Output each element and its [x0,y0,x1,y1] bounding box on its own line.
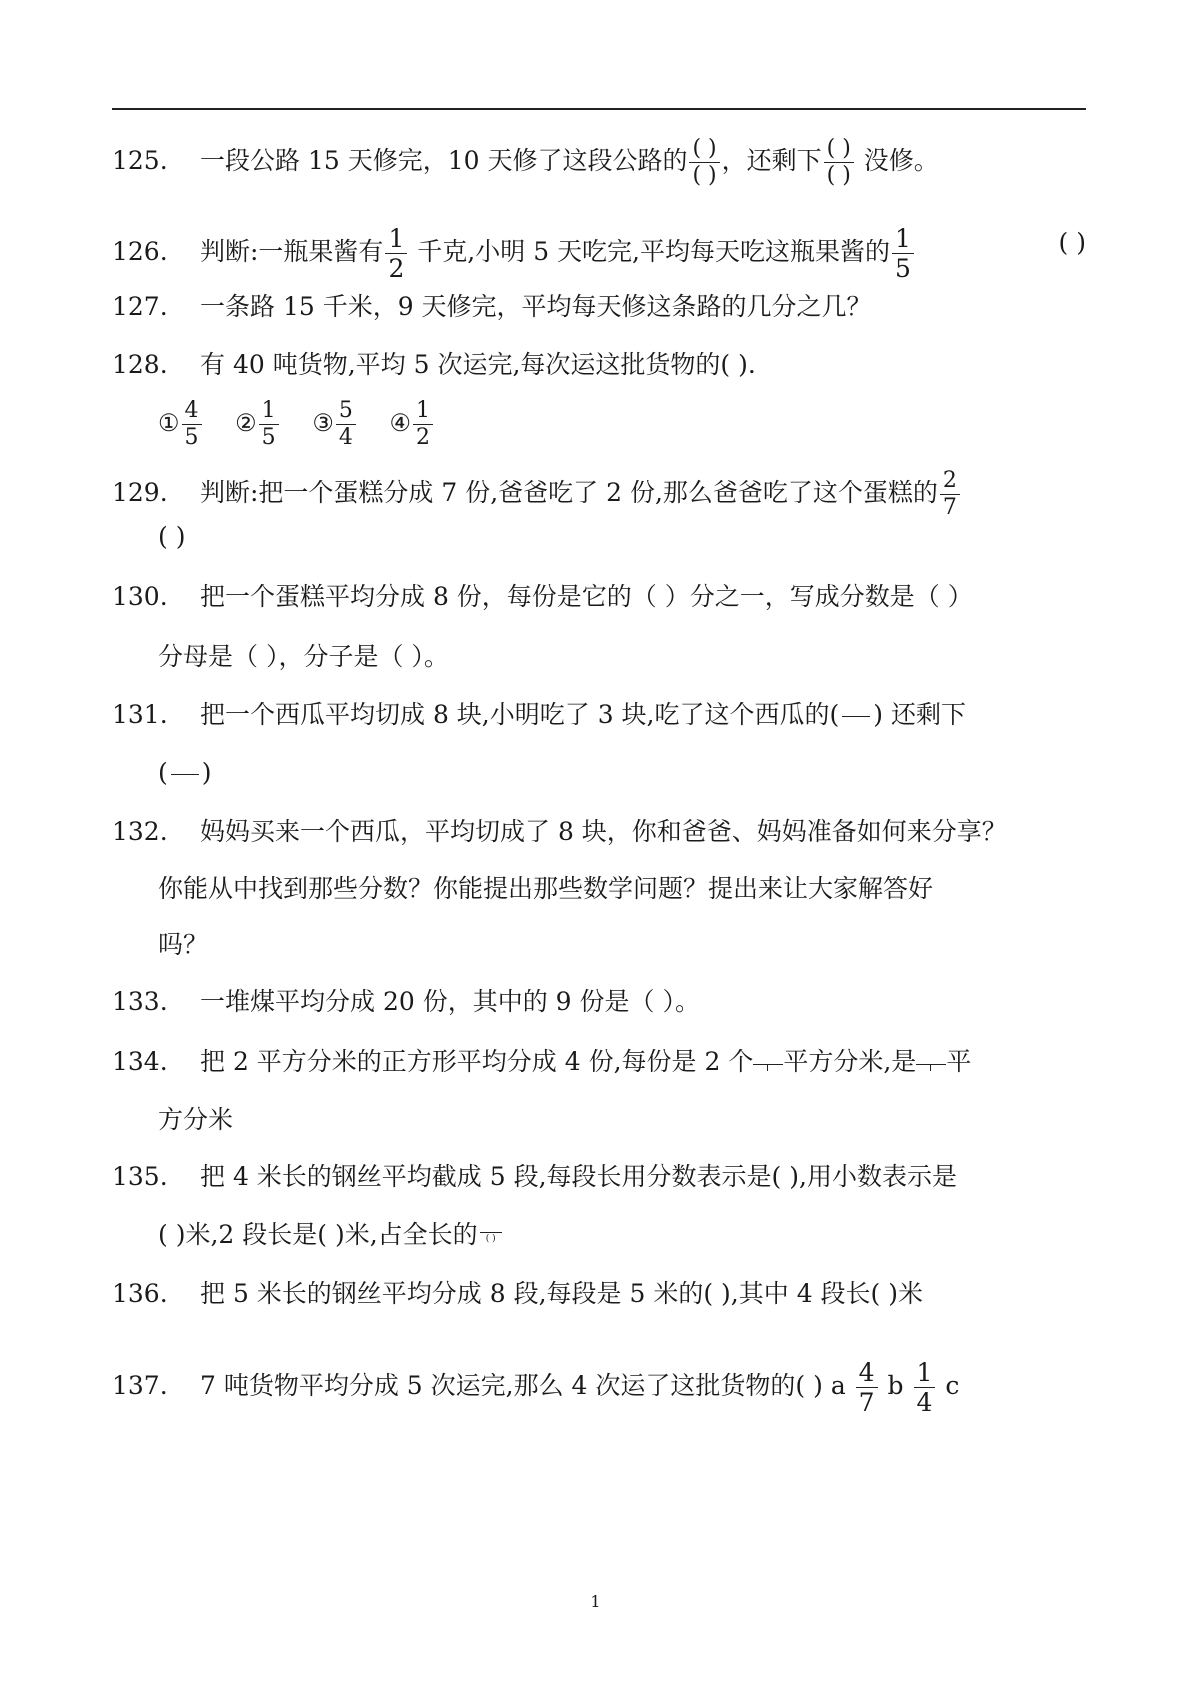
fraction-numerator: 1 [916,1358,933,1387]
question-number: 136. [112,1279,168,1308]
fraction [259,400,279,449]
fraction-denominator: ( ) [692,163,717,188]
fraction [914,1360,936,1415]
header-rule [112,108,1086,110]
fraction-numerator: 1 [261,398,276,423]
fraction-blank-1[interactable] [689,138,719,187]
question-number: 135. [112,1162,168,1191]
question-text: 平方分米,是 [783,1047,917,1076]
question-129 [112,470,1086,519]
paren-close: ) [201,758,212,787]
question-132-cont-2 [158,928,1086,962]
question-number: 137. [112,1371,168,1400]
option-4[interactable] [389,398,435,450]
question-132-cont-1 [158,872,1086,906]
fraction [336,400,356,449]
question-text: 平 [946,1047,972,1076]
question-136 [112,1277,1086,1311]
question-text: 把 2 平方分米的正方形平均分成 4 份,每份是 2 个 [200,1047,754,1076]
question-text: 吗？ [158,930,209,959]
question-text: 把 5 米长的钢丝平均分成 8 段,每段是 5 米的( ),其中 4 段长( )米 [200,1279,923,1308]
question-text: 一段公路 15 天修完，10 天修了这段公路的 [200,146,688,175]
page-number: 1 [590,1592,601,1611]
question-text: 一堆煤平均分成 20 份，其中的 9 份是（ ）。 [200,987,700,1016]
question-135 [112,1160,1086,1194]
question-134 [112,1045,1086,1079]
fraction-numerator: 5 [338,398,353,423]
question-number: 134. [112,1047,168,1076]
option-letter-b[interactable]: b [887,1371,904,1400]
question-text: ) 还剩下 [873,700,966,729]
answer-blank[interactable] [842,716,870,717]
question-128-options [158,400,1086,449]
fraction [182,400,202,449]
question-132 [112,815,1086,849]
option-2[interactable] [235,398,281,450]
fraction-numerator: 4 [184,398,199,423]
question-number: 131. [112,700,168,729]
fraction-denominator: 4 [338,425,353,450]
question-text: 方分米 [158,1105,234,1134]
question-text: 判断:把一个蛋糕分成 7 份,爸爸吃了 2 份,那么爸爸吃了这个蛋糕的 [200,478,938,507]
fraction-bar [480,1232,502,1233]
question-text: 7 吨货物平均分成 5 次运完,那么 4 次运了这批货物的( ) [200,1371,823,1400]
question-text: 千克,小明 5 天吃完,平均每天吃这瓶果酱的 [417,237,890,266]
fraction-numerator: ( ) [692,136,717,161]
question-number: 126. [112,237,168,266]
question-text: ( )米,2 段长是( )米,占全长的 [158,1220,478,1249]
option-1[interactable] [158,398,204,450]
question-text: 一条路 15 千米，9 天修完，平均每天修这条路的几分之几？ [200,292,872,321]
fraction-numerator: ( ) [826,136,851,161]
question-text: 把一个蛋糕平均分成 8 份，每份是它的（ ）分之一，写成分数是（ ） [200,582,973,611]
question-137 [112,1360,1086,1415]
option-mark: ③ [312,409,334,437]
option-letter-a[interactable]: a [830,1371,846,1400]
question-text: 有 40 吨货物,平均 5 次运完,每次运这批货物的( ). [200,350,756,379]
question-number: 128. [112,350,168,379]
fraction [940,470,960,519]
fraction-denominator: 5 [895,254,911,283]
question-text: 分母是（ ），分子是（ ）。 [158,642,449,671]
option-mark: ④ [389,409,411,437]
question-134-cont [158,1103,1086,1137]
question-135-cont [158,1218,1086,1252]
question-131 [112,698,1086,732]
question-126 [112,226,1086,281]
fraction-numerator: 1 [388,224,405,253]
fraction-numerator: 1 [415,398,430,423]
question-text: 你能从中找到那些分数？你能提出那些数学问题？提出来让大家解答好 [158,874,934,903]
fraction-denominator: ( ) [826,163,851,188]
question-text: 妈妈买来一个西瓜，平均切成了 8 块，你和爸爸、妈妈准备如何来分享？ [200,817,1007,846]
question-130-cont [158,640,1086,674]
fraction-numerator: 2 [942,468,957,493]
question-text: 判断:一瓶果酱有 [200,237,384,266]
answer-blank[interactable] [916,1057,946,1071]
answer-paren[interactable]: ( ) [1058,228,1086,257]
fraction-numerator: 4 [858,1358,875,1387]
answer-blank[interactable] [171,774,199,775]
question-text: 把一个西瓜平均切成 8 块,小明吃了 3 块,吃了这个西瓜的( [200,700,840,729]
option-letter-c[interactable]: c [945,1371,960,1400]
question-number: 130. [112,582,168,611]
question-text: 把 4 米长的钢丝平均截成 5 段,每段长用分数表示是( ),用小数表示是 [200,1162,957,1191]
option-3[interactable] [312,398,358,450]
question-text: ，还剩下 [721,146,822,175]
fraction-denominator: 5 [261,425,276,450]
question-129-answer [158,520,1086,554]
fraction-denominator: 2 [415,425,430,450]
option-mark: ② [235,409,257,437]
fraction-blank[interactable] [480,1230,502,1244]
answer-paren[interactable]: ( ) [158,522,186,551]
fraction-denominator: ( ) [485,1233,496,1244]
fraction [385,226,407,281]
fraction [413,400,433,449]
fraction-numerator: 1 [895,224,911,253]
question-number: 132. [112,817,168,846]
fraction-blank-2[interactable] [824,138,854,187]
fraction-denominator: 5 [184,425,199,450]
fraction [856,1360,878,1415]
question-text: 没修。 [863,146,939,175]
fraction [892,226,914,281]
fraction-denominator: 7 [942,495,957,520]
question-125 [112,138,1086,187]
fraction-denominator: 2 [388,254,405,283]
question-128 [112,348,1086,382]
question-number: 125. [112,146,168,175]
fraction-denominator: 4 [916,1388,933,1417]
question-number: 133. [112,987,168,1016]
question-number: 127. [112,292,168,321]
option-mark: ① [158,409,180,437]
fraction-denominator: 7 [858,1388,875,1417]
question-133 [112,985,1086,1019]
question-127 [112,290,1086,324]
paren-open: ( [158,758,168,787]
question-number: 129. [112,478,168,507]
question-131-cont [158,756,1086,790]
question-130 [112,580,1086,614]
answer-blank[interactable] [753,1057,783,1071]
